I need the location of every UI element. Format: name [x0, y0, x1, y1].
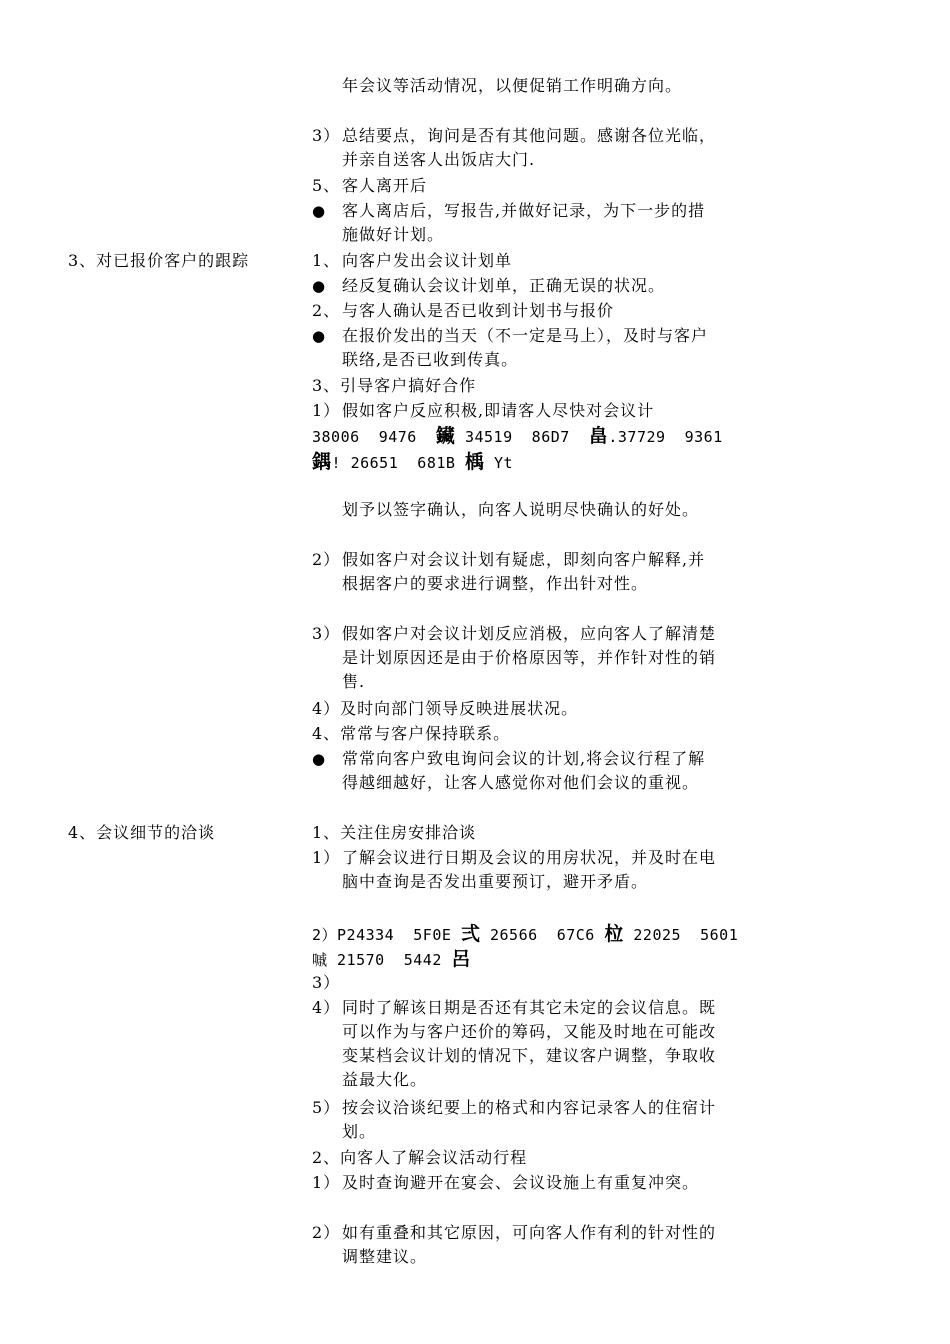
item-marker: 1、 — [312, 251, 341, 270]
list-item — [312, 124, 722, 172]
list-item — [312, 971, 722, 995]
bullet-icon: ● — [312, 750, 327, 768]
item-marker: 2） — [312, 1223, 341, 1242]
list-item — [312, 697, 722, 721]
bullet-item — [312, 199, 722, 247]
list-item — [312, 399, 722, 423]
list-item — [312, 374, 722, 398]
section-heading: 3、对已报价客户的跟踪 — [68, 251, 250, 270]
garbled-line — [312, 946, 732, 973]
garbled-segment: 2）P24334 5F0E — [312, 926, 461, 944]
item-marker: 2） — [312, 550, 341, 569]
bullet-item — [312, 324, 722, 372]
item-text: 经反复确认会议计划单，正确无误的状况。 — [342, 276, 666, 295]
garbled-glyph: 柆 — [604, 923, 624, 945]
item-text: 4、常常与客户保持联系。 — [312, 724, 511, 743]
list-item — [312, 1221, 722, 1269]
item-marker: 1） — [312, 848, 341, 867]
item-marker: 4） — [312, 998, 341, 1017]
item-text: 3） — [312, 973, 341, 992]
list-item — [312, 174, 722, 198]
section-heading: 4、会议细节的洽谈 — [68, 823, 216, 842]
item-marker: 5） — [312, 1098, 341, 1117]
list-item — [312, 299, 722, 323]
item-text: 2、向客人了解会议活动行程 — [312, 1148, 528, 1167]
item-text: 向客户发出会议计划单 — [342, 251, 513, 270]
item-text: 假如客户反应积极,即请客人尽快对会议计 — [342, 401, 655, 420]
item-text: 假如客户对会议计划反应消极，应向客人了解清楚是计划原因还是由于价格原因等，并作针对性的销售. — [342, 624, 717, 691]
list-item — [312, 821, 722, 845]
garbled-glyph: 鍝 — [312, 451, 332, 473]
item-text: 客人离店后，写报告,并做好记录，为下一步的措施做好计划。 — [342, 201, 706, 244]
list-item — [312, 846, 722, 894]
garbled-segment: 22025 5601 — [623, 926, 739, 944]
item-marker: 3） — [312, 126, 341, 145]
list-item — [312, 722, 722, 746]
item-text: 4）及时向部门领导反映进展状况。 — [312, 699, 579, 718]
list-item — [312, 996, 722, 1092]
item-text: 假如客户对会议计划有疑虑，即刻向客户解释,并根据客户的要求进行调整，作出针对性。 — [342, 550, 706, 593]
garbled-segment: Yt — [484, 454, 514, 472]
list-item — [312, 1171, 722, 1195]
item-text: 总结要点，询问是否有其他问题。感谢各位光临，并亲自送客人出饭店大门. — [342, 126, 717, 169]
bullet-item — [312, 747, 722, 795]
garbled-segment: .37729 9361 — [608, 428, 723, 446]
item-text: 同时了解该日期是否还有其它未定的会议信息。既可以作为与客户还价的筹码，又能及时地在可能改变某档会议计划的情况下，建议客户调整，争取收益最大化。 — [342, 998, 717, 1089]
garbled-segment: 34519 86D7 — [455, 428, 589, 446]
garbled-glyph: 楀 — [464, 451, 485, 473]
item-text: 如有重叠和其它原因，可向客人作有利的针对性的调整建议。 — [342, 1223, 717, 1266]
text-line: 年会议等活动情况，以便促销工作明确方向。 — [342, 76, 683, 95]
item-text: 与客人确认是否已收到计划书与报价 — [342, 301, 615, 320]
list-item — [312, 548, 722, 596]
item-marker: 3） — [312, 624, 341, 643]
garbled-segment: 38006 9476 — [312, 428, 436, 446]
item-text: 在报价发出的当天（不一定是马上），及时与客户联络,是否已收到传真。 — [342, 326, 709, 369]
garbled-glyph: 鑶 — [435, 425, 456, 447]
item-marker: 2、 — [312, 301, 341, 320]
garbled-segment: 26566 67C6 — [480, 926, 605, 944]
garbled-line — [312, 449, 732, 476]
item-text: 常常向客户致电询问会议的计划,将会议行程了解得越细越好，让客人感觉你对他们会议的重视。 — [342, 749, 706, 792]
garbled-glyph: 呂 — [451, 948, 471, 970]
bullet-icon: ● — [312, 327, 327, 345]
item-text: 了解会议进行日期及会议的用房状况，并及时在电脑中查询是否发出重要预订，避开矛盾。 — [342, 848, 717, 891]
garbled-glyph: 畠 — [588, 425, 609, 447]
list-item — [312, 1146, 722, 1170]
item-text: 及时查询避开在宴会、会议设施上有重复冲突。 — [342, 1173, 700, 1192]
garbled-line — [312, 921, 739, 948]
garbled-segment: 嘁 21570 5442 — [312, 951, 452, 969]
item-text: 3、引导客户搞好合作 — [312, 376, 477, 395]
item-text: 1、关注住房安排洽谈 — [312, 823, 477, 842]
garbled-line — [312, 423, 732, 450]
list-item — [312, 249, 722, 273]
bullet-icon: ● — [312, 202, 327, 220]
item-marker: 1） — [312, 401, 341, 420]
item-text: 按会议洽谈纪要上的格式和内容记录客人的住宿计划。 — [342, 1098, 717, 1141]
bullet-icon: ● — [312, 277, 327, 295]
item-marker: 5、 — [312, 176, 341, 195]
text-line: 划予以签字确认，向客人说明尽快确认的好处。 — [342, 500, 700, 519]
list-item — [312, 622, 722, 694]
garbled-segment: ! 26651 681B — [331, 454, 465, 472]
garbled-glyph: 弍 — [460, 923, 481, 945]
bullet-item — [312, 274, 722, 298]
item-marker: 1） — [312, 1173, 341, 1192]
list-item — [312, 1096, 722, 1144]
item-text: 客人离开后 — [342, 176, 428, 195]
